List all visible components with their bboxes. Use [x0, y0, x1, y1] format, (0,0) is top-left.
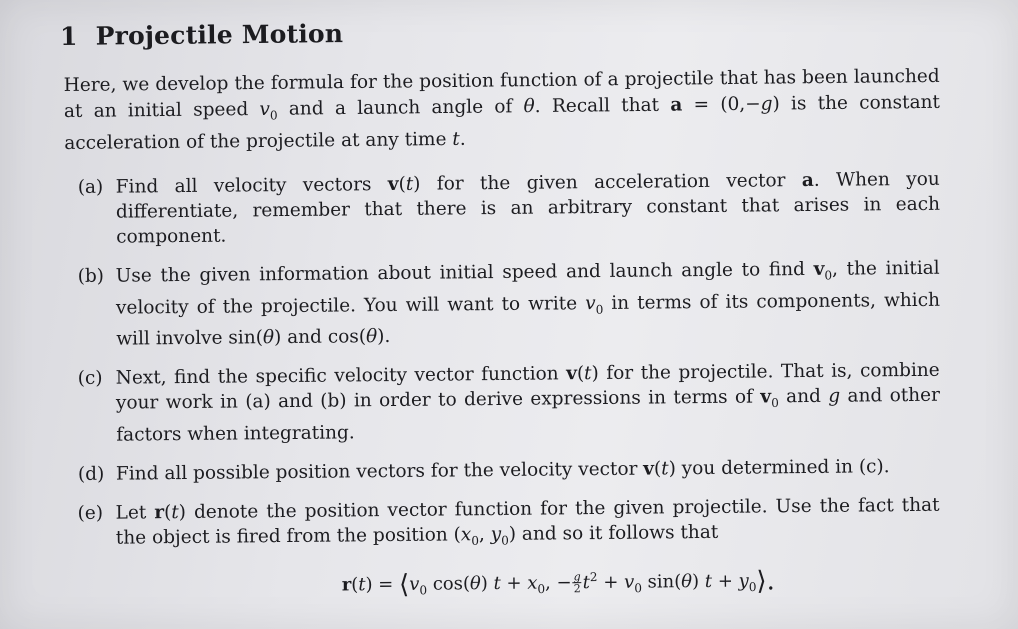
- var-t: t: [582, 571, 591, 593]
- intro-text: and a launch angle of: [277, 96, 524, 120]
- text: +: [597, 571, 625, 593]
- text: in terms of its components, which will involve sin(: [116, 289, 941, 350]
- text: ): [691, 570, 705, 592]
- part-text: [116, 166, 941, 249]
- subscript: 0: [537, 581, 546, 596]
- right-angle-bracket: ⟩.: [756, 565, 775, 596]
- part-label: (c): [77, 367, 103, 390]
- text: (: [351, 573, 359, 595]
- subscript: 0: [471, 533, 480, 548]
- text: +: [500, 572, 528, 594]
- text: ) =: [365, 573, 400, 595]
- text: ) you determined in (c).: [668, 455, 890, 480]
- var-y0: y: [490, 523, 502, 545]
- part-label: (b): [77, 265, 105, 287]
- text: , the initial velocity of the projectile. You will want to write: [115, 257, 940, 319]
- part-c: [78, 358, 941, 448]
- var-t: t: [171, 501, 179, 523]
- var-theta: θ: [523, 96, 535, 118]
- text: and other factors when integrating.: [116, 384, 941, 446]
- vector-v: v: [643, 458, 655, 480]
- var-t: t: [358, 573, 366, 595]
- left-angle-bracket: ⟨: [398, 569, 410, 600]
- vector-v: v: [387, 173, 399, 195]
- parts-list: [77, 168, 941, 606]
- intro-text: = (0,−: [682, 93, 761, 116]
- vector-r: r: [341, 573, 352, 595]
- part-label: (a): [77, 176, 104, 198]
- intro-text: ) is the constant acceleration of the projectile at any time: [64, 91, 941, 154]
- text: +: [711, 570, 739, 592]
- text: , −: [544, 571, 572, 593]
- text: Let: [115, 502, 155, 524]
- part-label: (d): [77, 463, 105, 485]
- part-e: [77, 492, 940, 606]
- vector-v: v: [566, 363, 578, 385]
- text: Use the given information about initial speed and launch angle to find: [115, 258, 814, 287]
- part-text: [115, 492, 940, 605]
- subscript: 0: [501, 533, 509, 548]
- intro-paragraph: [64, 64, 941, 157]
- text: (: [163, 501, 172, 523]
- var-g: g: [760, 93, 773, 115]
- text: cos(: [426, 572, 471, 595]
- var-x0: x: [460, 523, 472, 546]
- text: ,: [478, 523, 491, 545]
- var-theta: θ: [681, 570, 693, 592]
- text: ).: [377, 326, 391, 348]
- fraction-g-over-2: [573, 571, 582, 594]
- text: ) and cos(: [273, 326, 367, 349]
- intro-text: .: [459, 128, 466, 150]
- var-v0: v: [409, 573, 420, 595]
- text: and: [778, 385, 829, 408]
- text: Find all velocity vectors: [115, 173, 388, 198]
- var-v0: v: [585, 292, 596, 314]
- part-d: [78, 453, 940, 486]
- var-theta: θ: [262, 327, 275, 349]
- text: ) for the projectile. That is, combine your work in (a) and (b) in order to derive expressions in terms of: [115, 359, 940, 414]
- text: ) denote the position vector function for the given projectile. Use the fact that the object is fired from the position (: [115, 494, 940, 549]
- page-content: [59, 19, 941, 620]
- var-t: t: [584, 363, 592, 385]
- subscript: 0: [824, 268, 833, 283]
- var-g: g: [828, 385, 841, 407]
- subscript: 0: [595, 302, 604, 317]
- text: ) and so it follows that: [508, 521, 719, 545]
- subscript: 0: [419, 582, 428, 597]
- text: (: [576, 363, 585, 385]
- intro-text: Here, we develop the formula for the position function of a projectile that has been launched at an initial speed: [63, 65, 940, 122]
- vector-v0: v: [760, 386, 772, 408]
- subscript: 0: [269, 108, 278, 123]
- var-t: t: [661, 458, 669, 480]
- vector-a: a: [801, 169, 814, 191]
- section-number: 1: [59, 21, 78, 51]
- intro-text: . Recall that: [534, 94, 671, 118]
- part-label: (e): [77, 502, 104, 524]
- var-t: t: [452, 128, 460, 150]
- text: (: [653, 458, 662, 480]
- text: Find all possible position vectors for the velocity vector: [115, 458, 644, 485]
- text: ) for the given acceleration vector: [413, 169, 802, 195]
- vector-v0: v: [813, 258, 825, 280]
- text: sin(: [641, 570, 682, 593]
- vector-a: a: [670, 94, 683, 116]
- var-theta: θ: [469, 572, 481, 594]
- var-t: t: [405, 173, 414, 195]
- vector-r: r: [154, 501, 165, 524]
- text: ): [480, 572, 494, 594]
- var-g: g: [573, 570, 581, 584]
- part-b: [78, 255, 941, 352]
- var-v0: v: [623, 571, 635, 593]
- text: . When you differentiate, remember that there is an arbitrary constant that arises in each component.: [115, 168, 941, 248]
- subscript: 0: [634, 580, 643, 595]
- var-v: v: [259, 98, 271, 120]
- var-y0: y: [738, 570, 749, 592]
- text: Next, find the specific velocity vector function: [115, 363, 567, 389]
- position-formula: [116, 561, 940, 606]
- part-text: [116, 255, 941, 351]
- var-t: t: [704, 570, 713, 592]
- subscript: 0: [771, 396, 779, 411]
- var-theta: θ: [365, 326, 378, 348]
- section-heading: [60, 13, 940, 51]
- part-a: [78, 166, 941, 249]
- exponent: 2: [589, 569, 598, 584]
- var-x0: x: [527, 572, 538, 594]
- text: (: [398, 173, 406, 195]
- part-text: [116, 358, 941, 448]
- part-text: [116, 453, 940, 486]
- subscript: 0: [748, 579, 757, 594]
- var-t: t: [493, 572, 501, 594]
- section-title: Projectile Motion: [95, 19, 344, 51]
- denominator: 2: [573, 582, 581, 596]
